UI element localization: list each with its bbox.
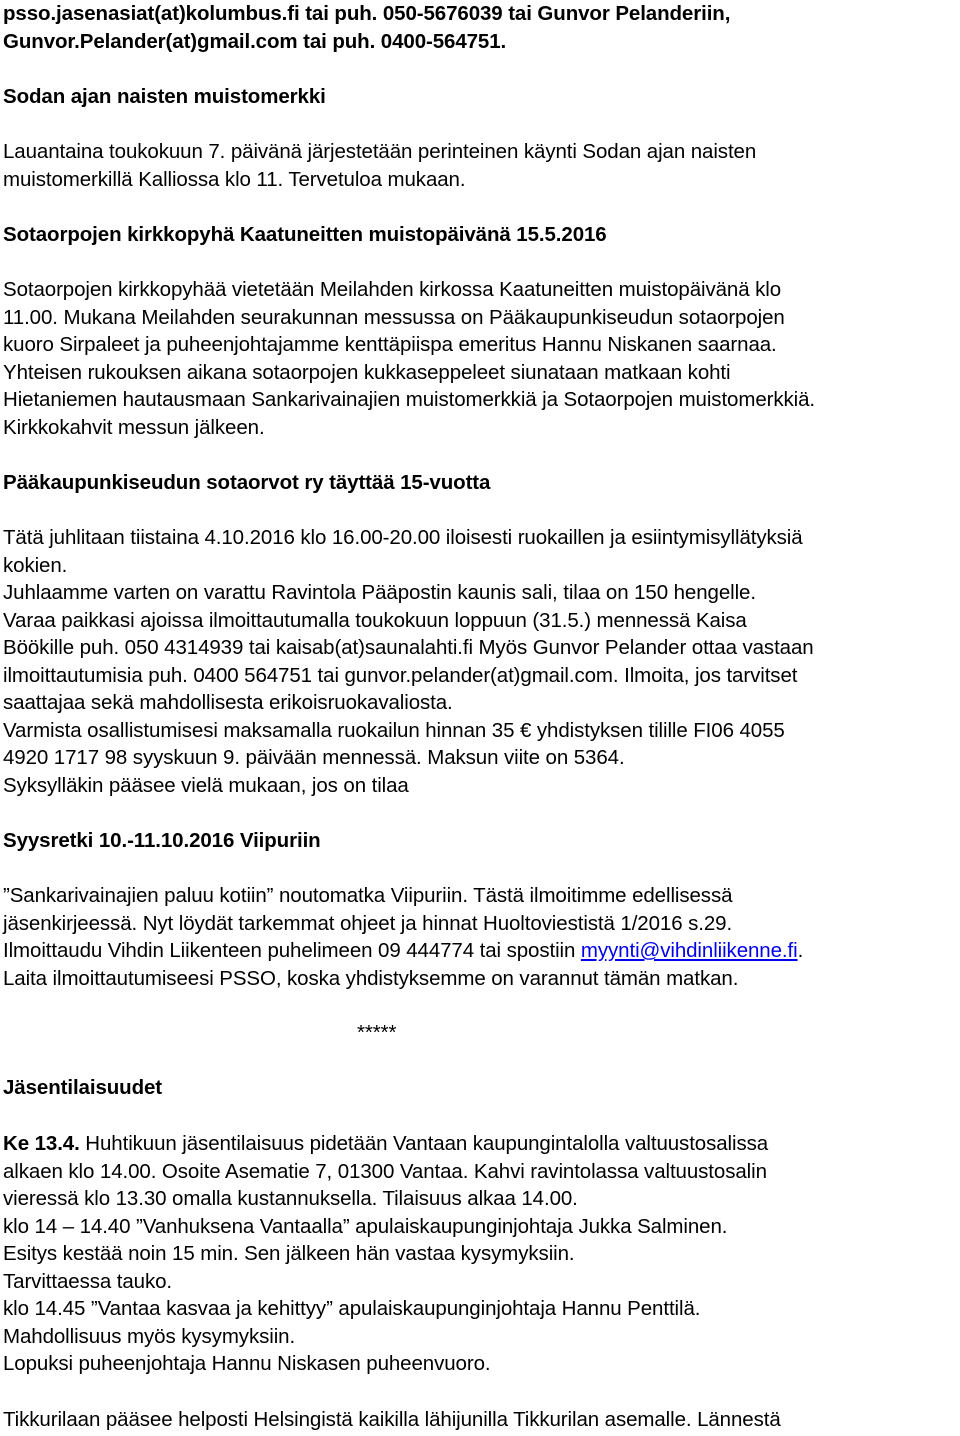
email-link[interactable]: myynti@vihdinliikenne.fi — [580, 939, 798, 962]
paragraph-line: jäsenkirjeessä. Nyt löydät tarkemmat ohjeet ja hinnat Huoltoviestistä 1/2016 s.29. — [3, 912, 733, 935]
paragraph-line — [3, 937, 803, 964]
paragraph-line: vieressä klo 13.30 omalla kustannuksella. Tilaisuus alkaa 14.00. — [3, 1187, 578, 1210]
paragraph-line: kokien. — [3, 554, 68, 577]
paragraph-line: Hietaniemen hautausmaan Sankarivainajien muistomerkkiä ja Sotaorpojen muistomerkkiä. — [3, 388, 816, 411]
paragraph-line: Laita ilmoittautumiseesi PSSO, koska yhdistyksemme on varannut tämän matkan. — [3, 967, 739, 990]
paragraph-line: Lauantaina toukokuun 7. päivänä järjestetään perinteinen käynti Sodan ajan naisten — [3, 140, 757, 163]
paragraph-line: Yhteisen rukouksen aikana sotaorpojen kukkaseppeleet siunataan matkaan kohti — [3, 361, 731, 384]
event-text: Huhtikuun jäsentilaisuus pidetään Vantaan kaupungintalolla valtuustosalissa — [79, 1132, 769, 1155]
paragraph-line: ”Sankarivainajien paluu kotiin” noutomatka Viipuriin. Tästä ilmoitimme edellisessä — [3, 884, 733, 907]
paragraph-line: Lopuksi puheenjohtaja Hannu Niskasen puheenvuoro. — [3, 1352, 491, 1375]
heading-womens-memorial: Sodan ajan naisten muistomerkki — [3, 85, 326, 108]
signup-suffix: . — [797, 939, 804, 962]
paragraph-line — [3, 1130, 768, 1157]
heading-member-events: Jäsentilaisuudet — [3, 1076, 163, 1099]
paragraph-line: Tikkurilaan pääsee helposti Helsingistä kaikilla lähijunilla Tikkurilan asemalle. Lännestä — [3, 1408, 781, 1431]
paragraph-line: 11.00. Mukana Meilahden seurakunnan messussa on Pääkaupunkiseudun sotaorpojen — [3, 306, 785, 329]
paragraph-line: Tätä juhlitaan tiistaina 4.10.2016 klo 16.00-20.00 iloisesti ruokaillen ja esiintymisyllätyksiä — [3, 526, 803, 549]
heading-autumn-trip: Syysretki 10.-11.10.2016 Viipuriin — [3, 829, 321, 852]
paragraph-line: muistomerkillä Kalliossa klo 11. Tervetuloa mukaan. — [3, 168, 466, 191]
paragraph-line: Tarvittaessa tauko. — [3, 1270, 173, 1293]
paragraph-line: klo 14 – 14.40 ”Vanhuksena Vantaalla” apulaiskaupunginjohtaja Jukka Salminen. — [3, 1215, 728, 1238]
paragraph-line: Kirkkokahvit messun jälkeen. — [3, 416, 265, 439]
section-separator: ***** — [357, 1021, 397, 1044]
paragraph-line: Böökille puh. 050 4314939 tai kaisab(at)saunalahti.fi Myös Gunvor Pelander ottaa vastaan — [3, 636, 814, 659]
paragraph-line: Sotaorpojen kirkkopyhää vietetään Meilahden kirkossa Kaatuneitten muistopäivänä klo — [3, 278, 782, 301]
paragraph-line: Syksylläkin pääsee vielä mukaan, jos on tilaa — [3, 774, 409, 797]
event-date: Ke 13.4. — [3, 1132, 80, 1155]
paragraph-line: Varaa paikkasi ajoissa ilmoittautumalla toukokuun loppuun (31.5.) mennessä Kaisa — [3, 609, 747, 632]
paragraph-line: Juhlaamme varten on varattu Ravintola Pääpostin kaunis sali, tilaa on 150 hengelle. — [3, 581, 756, 604]
paragraph-line: Varmista osallistumisesi maksamalla ruokailun hinnan 35 € yhdistyksen tilille FI06 4055 — [3, 719, 785, 742]
paragraph-line: Mahdollisuus myös kysymyksiin. — [3, 1325, 296, 1348]
paragraph-line: ilmoittautumisia puh. 0400 564751 tai gunvor.pelander(at)gmail.com. Ilmoita, jos tarvitset — [3, 664, 798, 687]
contact-line-1: psso.jasenasiat(at)kolumbus.fi tai puh. 050-5676039 tai Gunvor Pelanderiin, — [3, 2, 731, 25]
paragraph-line: Esitys kestää noin 15 min. Sen jälkeen hän vastaa kysymyksiin. — [3, 1242, 575, 1265]
paragraph-line: 4920 1717 98 syyskuun 9. päivään mennessä. Maksun viite on 5364. — [3, 746, 625, 769]
paragraph-line: alkaen klo 14.00. Osoite Asematie 7, 01300 Vantaa. Kahvi ravintolassa valtuustosalin — [3, 1160, 767, 1183]
contact-line-2: Gunvor.Pelander(at)gmail.com tai puh. 0400-564751. — [3, 30, 507, 53]
heading-church-day: Sotaorpojen kirkkopyhä Kaatuneitten muistopäivänä 15.5.2016 — [3, 223, 607, 246]
heading-anniversary: Pääkaupunkiseudun sotaorvot ry täyttää 15-vuotta — [3, 471, 491, 494]
paragraph-line: klo 14.45 ”Vantaa kasvaa ja kehittyy” apulaiskaupunginjohtaja Hannu Penttilä. — [3, 1297, 701, 1320]
paragraph-line: saattajaa sekä mahdollisesta erikoisruokavaliosta. — [3, 691, 453, 714]
signup-text: Ilmoittaudu Vihdin Liikenteen puhelimeen 09 444774 tai spostiin — [3, 939, 581, 962]
paragraph-line: kuoro Sirpaleet ja puheenjohtajamme kenttäpiispa emeritus Hannu Niskanen saarnaa. — [3, 333, 777, 356]
